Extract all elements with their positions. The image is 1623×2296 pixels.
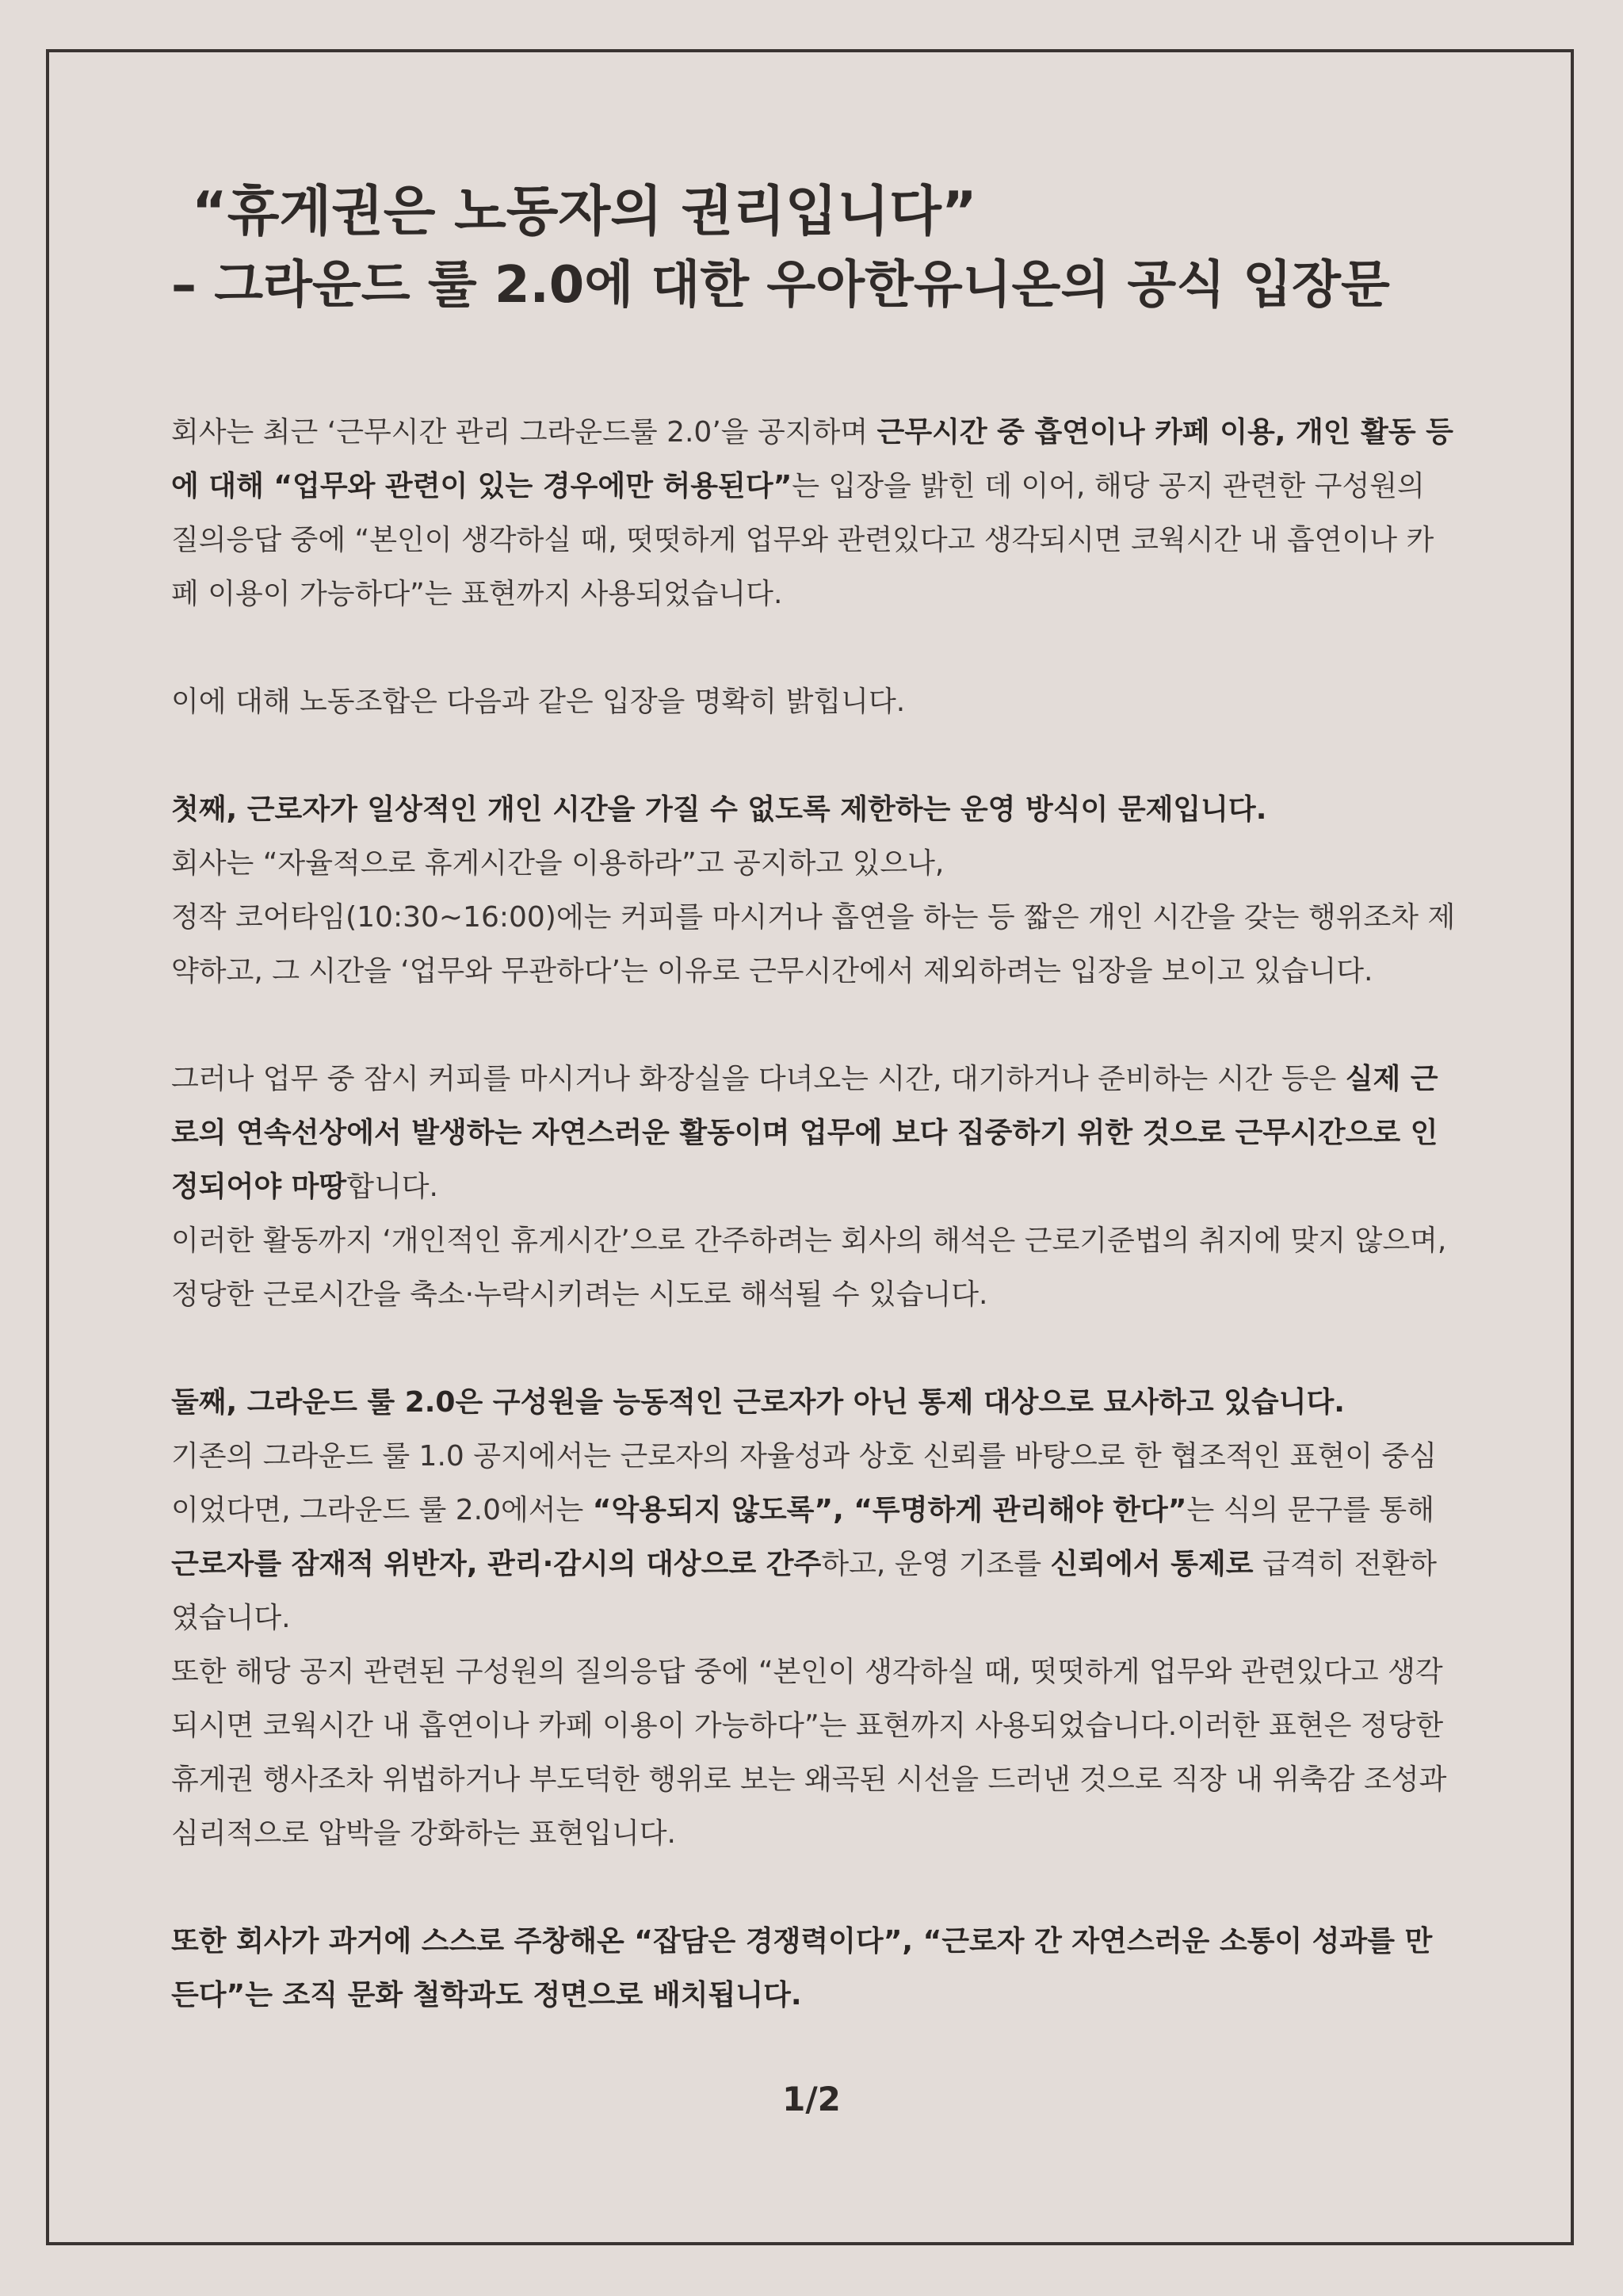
document-body [171, 406, 1459, 2023]
first-paragraph-4: 이러한 활동까지 ‘개인적인 휴게시간’으로 간주하려는 회사의 해석은 근로기준법의 취지에 맞지 않으며, 정당한 근로시간을 축소·누락시키려는 시도로 해석될 수 있습니다. [171, 1224, 1447, 1311]
second-p1-text-1: 기존의 그라운드 룰 1.0 공지에서는 근로자의 자율성과 상호 신뢰를 바탕으로 한 협조적인 표현이 중심이었다면, 그라운드 룰 2.0에서는 [171, 1440, 1438, 1526]
second-p1-text-2: 는 식의 문구를 통해 [1186, 1494, 1434, 1526]
closing-paragraph: 또한 회사가 과거에 스스로 주창해온 “잡담은 경쟁력이다”, “근로자 간 자연스러운 소통이 성과를 만든다”는 조직 문화 철학과도 정면으로 배치됩니다. [171, 1925, 1433, 2011]
second-p1-text-3: 하고, 운영 기조를 [821, 1548, 1051, 1580]
title-line-2: – 그라운드 룰 2.0에 대한 우아한유니온의 공식 입장문 [171, 256, 1390, 315]
second-paragraph-1 [171, 1430, 1459, 1645]
second-heading: 둘째, 그라운드 룰 2.0은 구성원을 능동적인 근로자가 아닌 통제 대상으로 묘사하고 있습니다. [171, 1386, 1345, 1419]
first-p3-text-2: 합니다. [346, 1171, 438, 1203]
first-paragraph-3 [171, 1052, 1459, 1214]
intro-bold-1: 근무시간 중 흡연이나 카페 이용, 개인 활동 등에 대해 “업무와 관련이 있는 경우에만 허용된다” [171, 416, 1453, 502]
intro-paragraph [171, 406, 1459, 621]
first-p3-bold: 실제 근로의 연속선상에서 발생하는 자연스러운 활동이며 업무에 보다 집중하기 위한 것으로 근무시간으로 인정되어야 마땅 [171, 1063, 1438, 1203]
first-paragraph-1: 회사는 “자율적으로 휴게시간을 이용하라”고 공지하고 있으나, [171, 847, 945, 880]
first-heading: 첫째, 근로자가 일상적인 개인 시간을 가질 수 없도록 제한하는 운영 방식이 문제입니다. [171, 793, 1267, 826]
second-p1-text-4: 급격히 전환하였습니다. [171, 1548, 1438, 1634]
page-number: 1/2 [782, 2080, 841, 2118]
document-title [171, 178, 1479, 317]
second-p1-bold-1: “악용되지 않도록”, “투명하게 관리해야 한다” [592, 1494, 1187, 1526]
stance-paragraph: 이에 대해 노동조합은 다음과 같은 입장을 명확히 밝힙니다. [171, 686, 906, 718]
second-p1-bold-3: 신뢰에서 통제로 [1050, 1548, 1254, 1580]
second-paragraph-2: 또한 해당 공지 관련된 구성원의 질의응답 중에 “본인이 생각하실 때, 떳떳하게 업무와 관련있다고 생각되시면 코웍시간 내 흡연이나 카페 이용이 가능하다”는 표현까지 사용되었습니다.이러한 표현은 정당한 휴게권 행사조차 위법하거나 부도덕한 행위로 보는 왜곡된 시선을 드러낸 것으로 직장 내 위축감 조성과 심리적으로 압박을 강화하는 표현입니다. [171, 1656, 1447, 1850]
first-paragraph-2: 정작 코어타임(10:30~16:00)에는 커피를 마시거나 흡연을 하는 등 짧은 개인 시간을 갖는 행위조차 제약하고, 그 시간을 ‘업무와 무관하다’는 이유로 근무시간에서 제외하려는 입장을 보이고 있습니다. [171, 901, 1456, 988]
second-p1-bold-2: 근로자를 잠재적 위반자, 관리·감시의 대상으로 간주 [171, 1548, 822, 1580]
title-line-1: “휴게권은 노동자의 권리입니다” [192, 181, 977, 243]
intro-text-2: 는 입장을 밝힌 데 이어, 해당 공지 관련한 구성원의 질의응답 중에 “본인이 생각하실 때, 떳떳하게 업무와 관련있다고 생각되시면 코웍시간 내 흡연이나 카페 이용이 가능하다”는 표현까지 사용되었습니다. [171, 470, 1434, 610]
first-p3-text-1: 그러나 업무 중 잠시 커피를 마시거나 화장실을 다녀오는 시간, 대기하거나 준비하는 시간 등은 [171, 1063, 1346, 1095]
intro-text-1: 회사는 최근 ‘근무시간 관리 그라운드룰 2.0’을 공지하며 [171, 416, 877, 449]
